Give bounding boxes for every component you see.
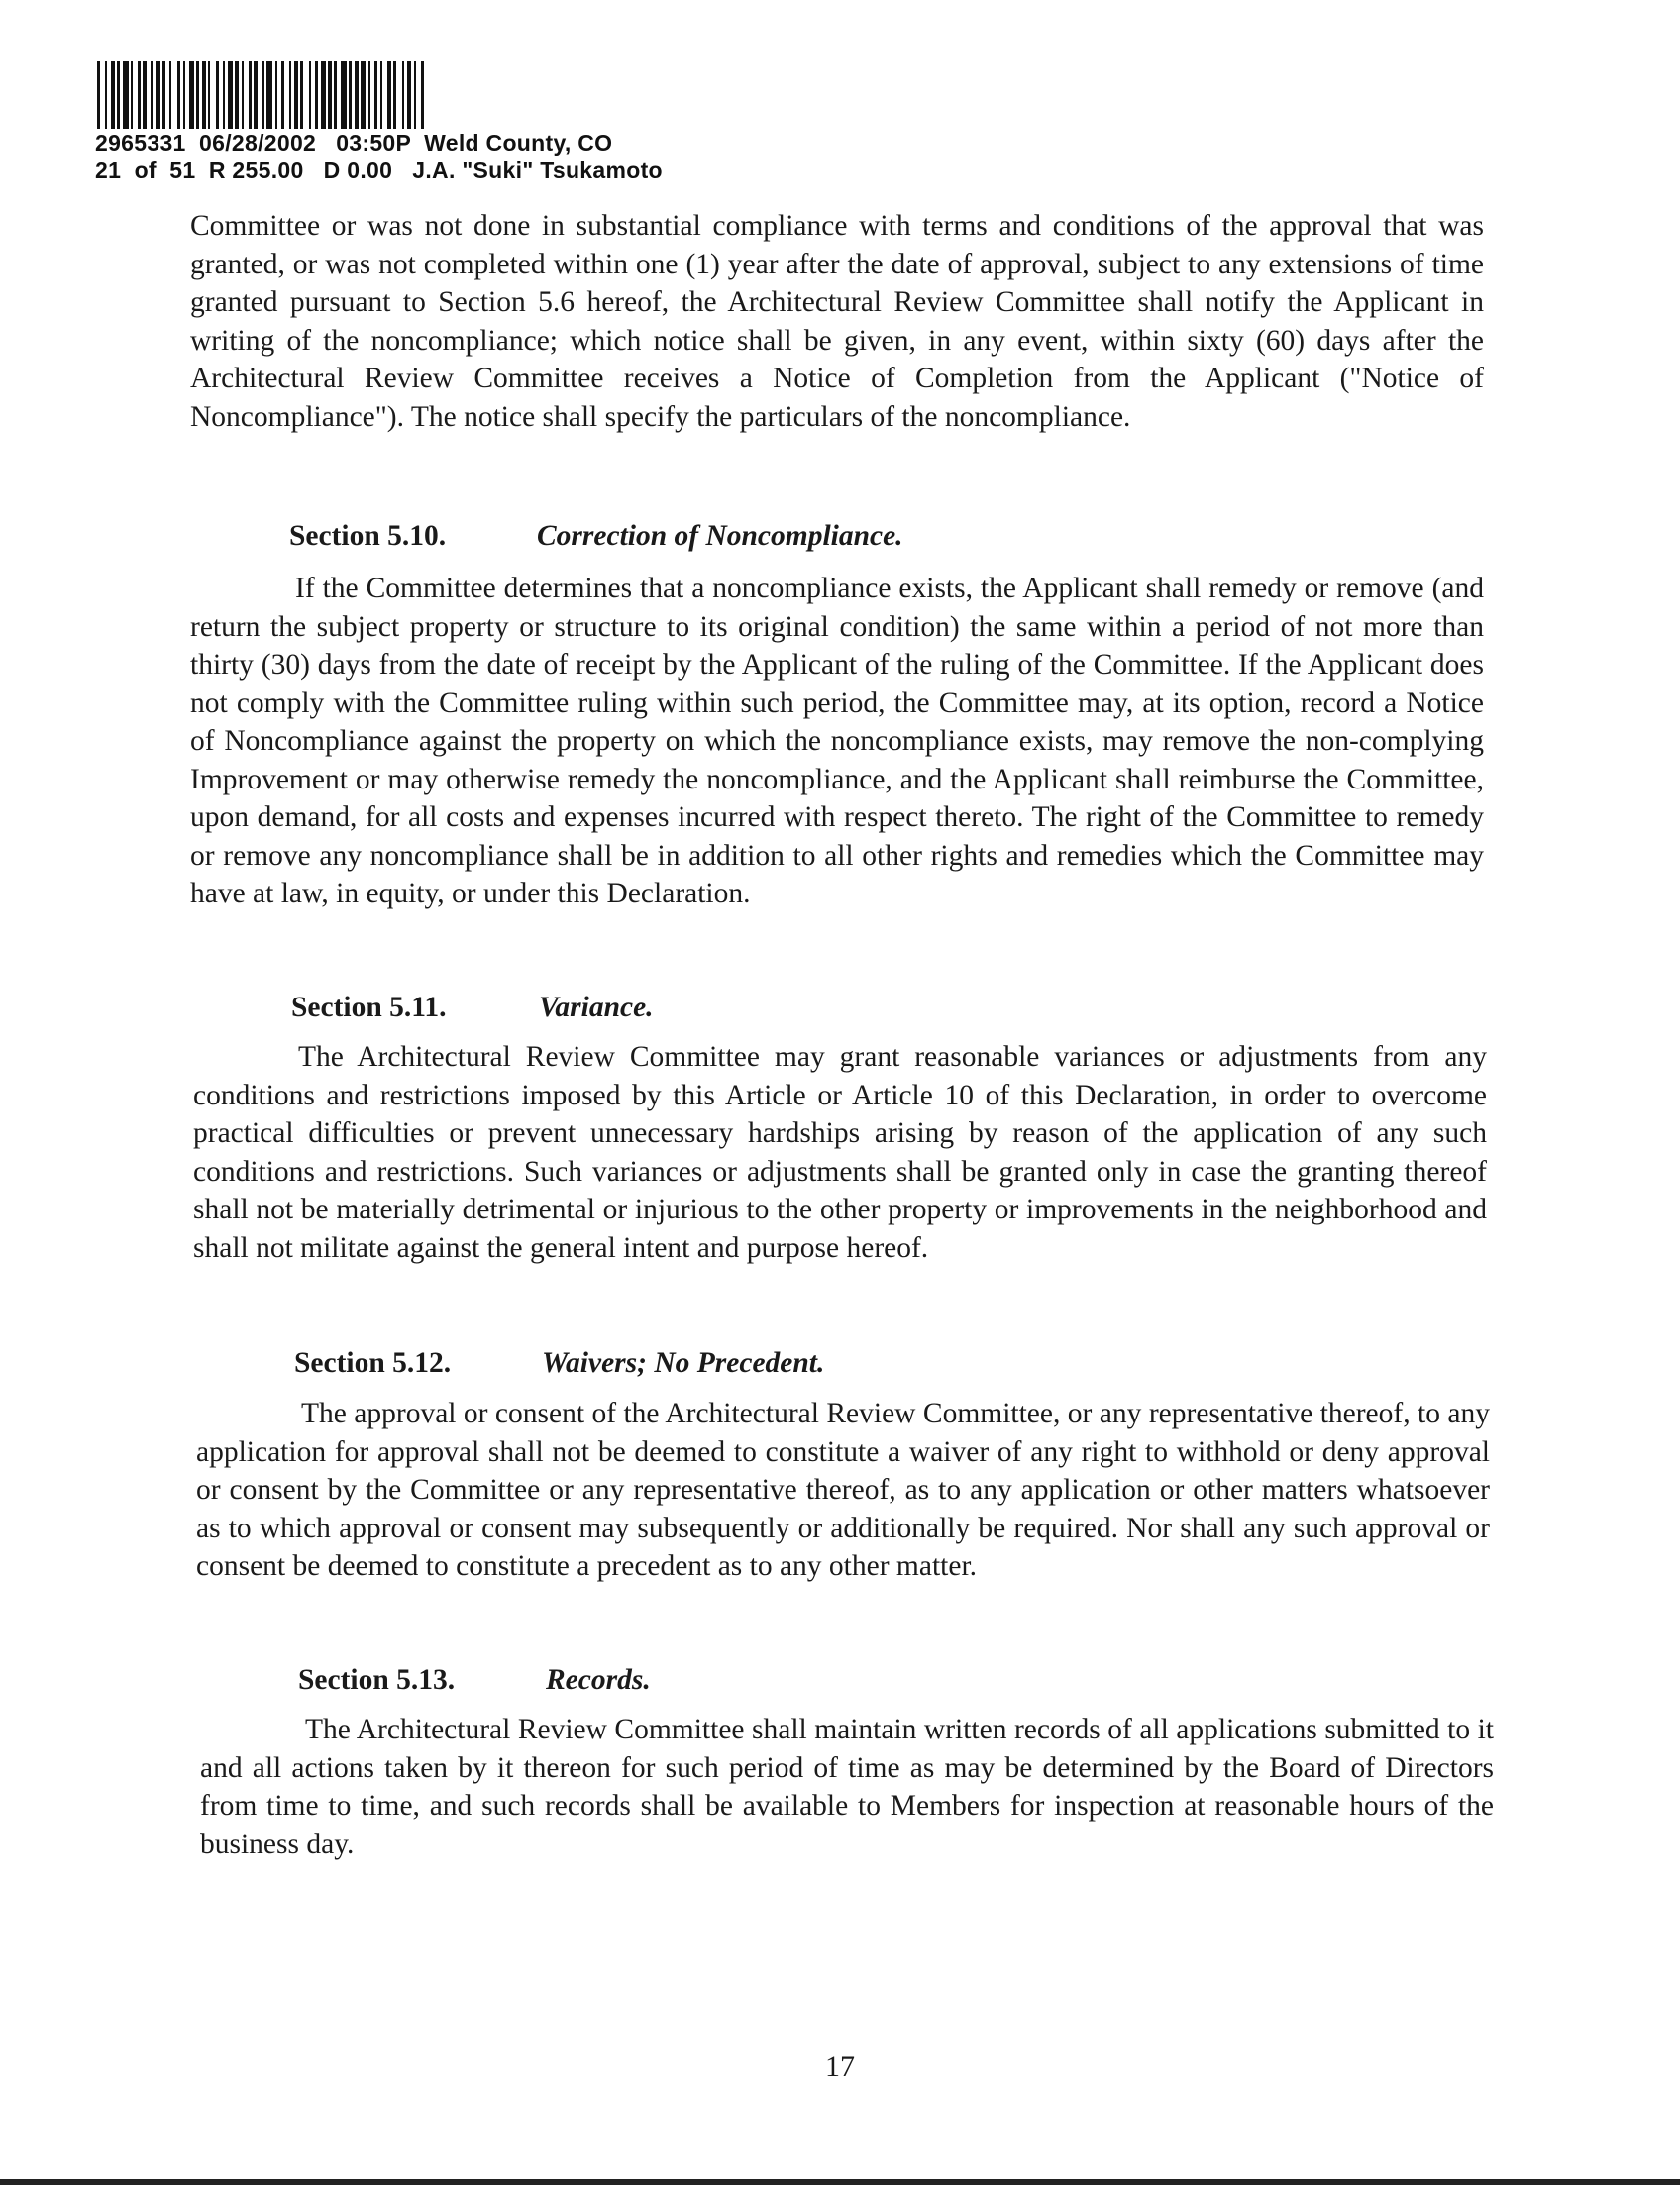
section-text-5-11: The Architectural Review Committee may grant reasonable variances or adjustments from any conditions and restrictions imposed by this Article or Article 10 of this Declaration, in order to overcome practical difficulties or prevent unnecessary hardships arising by reason of the application of any such conditions and restrictions. Such variances or adjustments shall be granted only in case the granting thereof shall not be materially detrimental or injurious to the other property or improvements in the neighborhood and shall not militate against the general intent and purpose hereof. [193, 1041, 1487, 1264]
page-number: 17 [825, 2050, 855, 2083]
section-heading-5-10 [289, 517, 903, 555]
section-heading-5-12 [294, 1344, 824, 1382]
recording-barcode [97, 61, 783, 129]
section-title: Waivers; No Precedent. [542, 1347, 825, 1379]
section-heading-5-11 [291, 989, 654, 1026]
section-title: Correction of Noncompliance. [537, 520, 903, 552]
barcode-gap [424, 61, 428, 129]
section-number: Section 5.10. [289, 520, 447, 552]
section-number: Section 5.11. [291, 992, 447, 1023]
recording-info-line-2: 21 of 51 R 255.00 D 0.00 J.A. "Suki" Tsukamoto [95, 158, 663, 183]
section-text-5-10: If the Committee determines that a noncompliance exists, the Applicant shall remedy or remove (and return the subject property or structure to its original condition) the same within a period of not more than thirty (30) days from the date of receipt by the Applicant of the ruling of the Committee. If the Applicant does not comply with the Committee ruling within such period, the Committee may, at its option, record a Notice of Noncompliance against the property on which the noncompliance exists, may remove the non-complying Improvement or may otherwise remedy the noncompliance, and the Applicant shall reimburse the Committee, upon demand, for all costs and expenses incurred with respect thereto. The right of the Committee to remedy or remove any noncompliance shall be in addition to all other rights and remedies which the Committee may have at law, in equity, or under this Declaration. [190, 573, 1484, 909]
section-number: Section 5.12. [294, 1347, 452, 1379]
section-title: Records. [546, 1664, 651, 1696]
section-heading-5-13 [298, 1661, 651, 1699]
section-text-5-12: The approval or consent of the Architectural Review Committee, or any representative thereof, to any application for approval shall not be deemed to constitute a waiver of any right to withhold or deny approval or consent by the Committee or any representative thereof, as to any application or other matters whatsoever as to which approval or consent may subsequently or additionally be required. Nor shall any such approval or consent be deemed to constitute a precedent as to any other matter. [196, 1398, 1490, 1582]
bottom-rule [0, 2179, 1680, 2185]
recording-info-line-1: 2965331 06/28/2002 03:50P Weld County, CO [95, 130, 613, 156]
section-number: Section 5.13. [298, 1664, 456, 1696]
continuation-paragraph: Committee or was not done in substantial compliance with terms and conditions of the approval that was granted, or was not completed within one (1) year after the date of approval, subject to any extensions of time granted pursuant to Section 5.6 hereof, the Architectural Review Committee shall notify the Applicant in writing of the noncompliance; which notice shall be given, in any event, within sixty (60) days after the Architectural Review Committee receives a Notice of Completion from the Applicant ("Notice of Noncompliance"). The notice shall specify the particulars of the noncompliance. [190, 210, 1484, 433]
section-text-5-13: The Architectural Review Committee shall maintain written records of all applications submitted to it and all actions taken by it thereon for such period of time as may be determined by the Board of Directors from time to time, and such records shall be available to Members for inspection at reasonable hours of the business day. [200, 1714, 1494, 1860]
section-title: Variance. [539, 992, 654, 1023]
